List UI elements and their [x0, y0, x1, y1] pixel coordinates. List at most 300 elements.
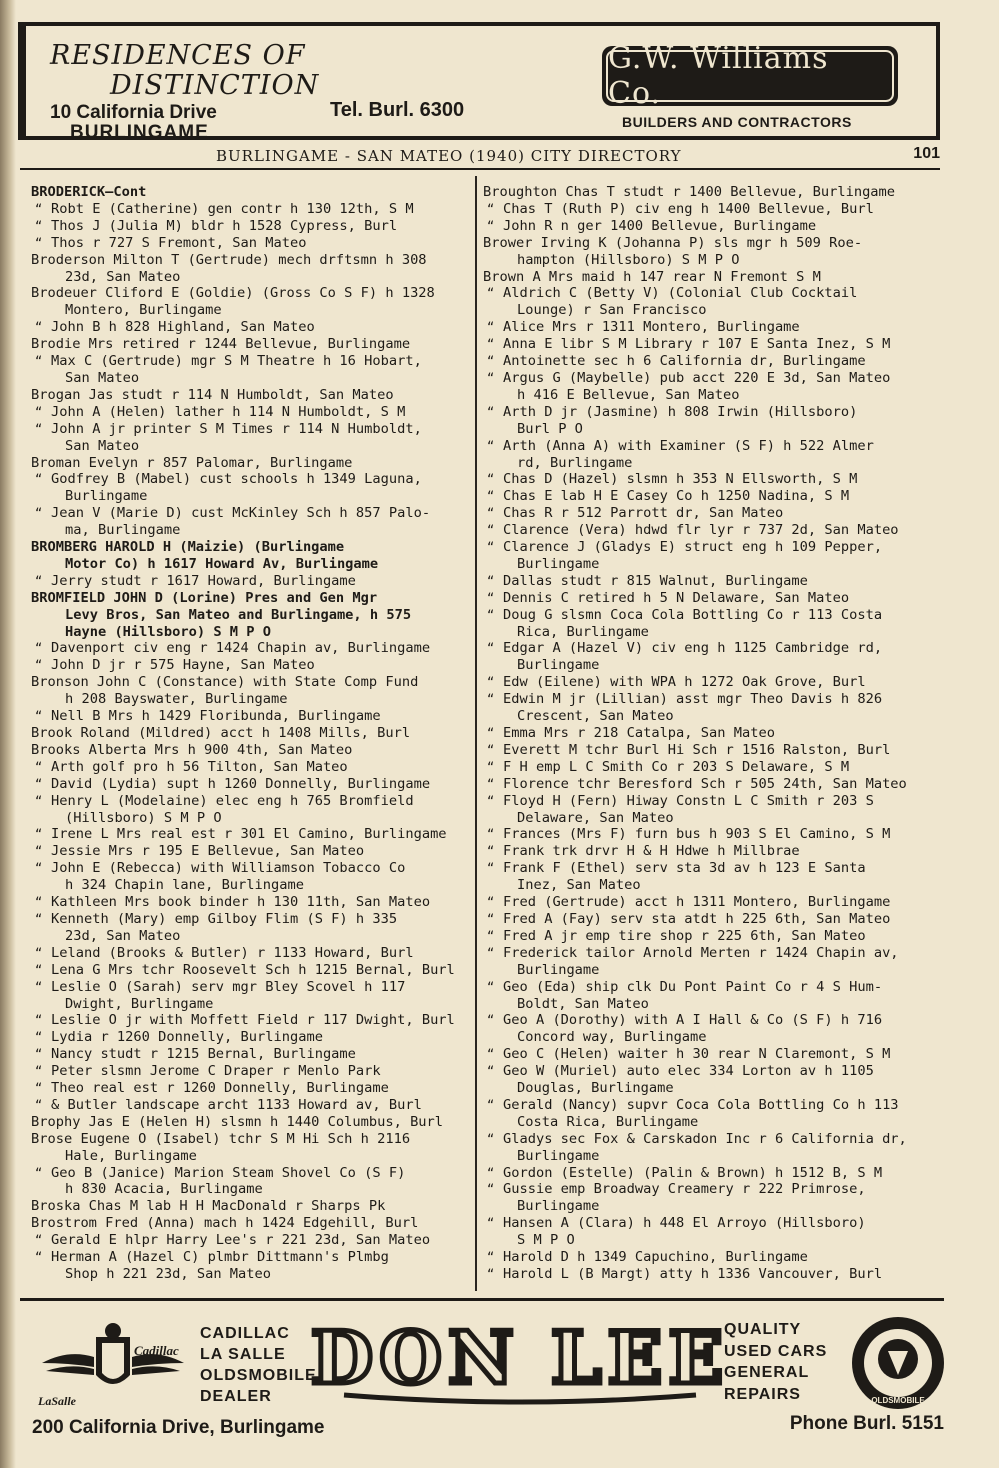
directory-entry: [31, 725, 471, 742]
directory-entry: [483, 928, 941, 945]
directory-entry: [31, 759, 471, 776]
ditto-mark: “: [35, 472, 43, 487]
entry-line: Brower Irving K (Johanna P) sls mgr h 509 Roe-: [483, 234, 863, 251]
directory-entry: [31, 336, 471, 353]
entry-line: Broderson Milton T (Gertrude) mech drftsmn h 308: [31, 251, 427, 268]
directory-entry: [483, 607, 941, 641]
directory-entry: [483, 776, 941, 793]
ditto-mark: “: [35, 793, 43, 808]
entry-line: Arth golf pro h 56 Tilton, San Mateo: [51, 758, 348, 775]
entry-line: Theo real est r 1260 Donnelly, Burlingame: [51, 1080, 389, 1097]
ditto-mark: “: [487, 928, 495, 943]
directory-entry: [31, 1097, 471, 1114]
directory-entry: [31, 319, 471, 336]
entry-line: Broska Chas M lab H H MacDonald r Sharps Pk: [31, 1198, 386, 1215]
entry-line: Jean V (Marie D) cust McKinley Sch h 857 Palo-: [51, 505, 431, 522]
ditto-mark: “: [487, 286, 495, 301]
entry-line: Bronson John C (Constance) with State Comp Fund: [31, 674, 419, 691]
entry-line: Floyd H (Fern) Hiway Constn L C Smith r 203 S: [503, 792, 874, 809]
entry-line: Lena G Mrs tchr Roosevelt Sch h 1215 Bernal, Burl: [51, 961, 455, 978]
directory-entry: [483, 522, 941, 539]
entry-line: Gerald (Nancy) supvr Coca Cola Bottling Co h 113: [503, 1096, 899, 1113]
directory-entry: [31, 421, 471, 455]
directory-entry: [31, 962, 471, 979]
directory-entry: [31, 1215, 471, 1232]
ditto-mark: “: [35, 354, 43, 369]
entry-line: Emma Mrs r 218 Catalpa, San Mateo: [503, 725, 775, 741]
ditto-mark: “: [35, 235, 43, 250]
ditto-mark: “: [35, 201, 43, 216]
directory-entry: [483, 945, 941, 979]
entry-line: Godfrey B (Mabel) cust schools h 1349 Laguna,: [51, 471, 422, 488]
ditto-mark: “: [487, 523, 495, 538]
ditto-mark: “: [487, 776, 495, 791]
ditto-mark: “: [35, 759, 43, 774]
oldsmobile-badge-icon: [850, 1315, 946, 1411]
directory-entry: [483, 894, 941, 911]
entry-line: Brostrom Fred (Anna) mach h 1424 Edgehill, Burl: [31, 1215, 419, 1232]
ditto-mark: “: [487, 370, 495, 385]
entry-line: Brooks Alberta Mrs h 900 4th, San Mateo: [31, 741, 353, 758]
entry-continuation-line: San Mateo: [65, 369, 140, 386]
directory-entry: [483, 1097, 941, 1131]
directory-entry: [483, 235, 941, 269]
ditto-mark: “: [487, 979, 495, 994]
directory-entry: [483, 505, 941, 522]
service-line: REPAIRS: [724, 1385, 801, 1403]
entry-continuation-line: Crescent, San Mateo: [517, 708, 674, 725]
directory-entry: [483, 269, 941, 286]
entry-line: Frances (Mrs F) furn bus h 903 S El Camino, S M: [503, 826, 891, 843]
emblem-lasalle-text: LaSalle: [38, 1394, 76, 1408]
entry-continuation-line: h 830 Acacia, Burlingame: [65, 1181, 263, 1198]
directory-entry: [483, 674, 941, 691]
entry-continuation-line: (Hillsboro) S M P O: [65, 809, 222, 826]
directory-entry: [483, 1165, 941, 1182]
ditto-mark: “: [35, 827, 43, 842]
entry-line: Geo B (Janice) Marion Steam Shovel Co (S F): [51, 1164, 406, 1181]
directory-entry: [483, 1249, 941, 1266]
directory-entry: [483, 1046, 941, 1063]
directory-entry: [483, 590, 941, 607]
entry-continuation-line: Burl P O: [517, 420, 583, 437]
entry-continuation-line: Burlingame: [517, 1147, 600, 1164]
entry-line: BRODERICK—Cont: [31, 184, 147, 200]
entry-line: Chas D (Hazel) slsmn h 353 N Ellsworth, S M: [503, 471, 858, 488]
directory-entry: [483, 539, 941, 573]
entry-line: Brook Roland (Mildred) acct h 1408 Mills, Burl: [31, 725, 411, 741]
directory-entry: [31, 455, 471, 472]
entry-line: Gladys sec Fox & Carskadon Inc r 6 California dr,: [503, 1130, 907, 1147]
entry-line: BROMFIELD JOHN D (Lorine) Pres and Gen Mgr: [31, 589, 378, 606]
entry-line: Chas E lab H E Casey Co h 1250 Nadina, S M: [503, 488, 850, 505]
directory-entry: [31, 1198, 471, 1215]
ditto-mark: “: [35, 776, 43, 791]
directory-entry: [31, 1046, 471, 1063]
directory-entry: [31, 945, 471, 962]
entry-line: Chas R r 512 Parrott dr, San Mateo: [503, 505, 784, 522]
ditto-mark: “: [487, 675, 495, 690]
ditto-mark: “: [487, 1064, 495, 1079]
directory-entry: [483, 1063, 941, 1097]
ditto-mark: “: [487, 337, 495, 352]
entry-line: John R n ger 1400 Bellevue, Burlingame: [503, 217, 817, 234]
dealer-list: [200, 1323, 317, 1407]
entry-line: Robt E (Catherine) gen contr h 130 12th, S M: [51, 200, 414, 217]
directory-entry: [31, 184, 471, 201]
page-number: 101: [913, 145, 940, 162]
ditto-mark: “: [487, 506, 495, 521]
directory-entry: [483, 742, 941, 759]
ditto-mark: “: [487, 1047, 495, 1062]
ditto-mark: “: [35, 404, 43, 419]
ditto-mark: “: [35, 1013, 43, 1028]
ditto-mark: “: [487, 726, 495, 740]
ditto-mark: “: [487, 793, 495, 808]
directory-entry: [31, 252, 471, 286]
entry-line: Alice Mrs r 1311 Montero, Burlingame: [503, 319, 800, 336]
ditto-mark: “: [487, 607, 495, 622]
entry-line: Kenneth (Mary) emp Gilboy Flim (S F) h 335: [51, 910, 398, 927]
ditto-mark: “: [487, 1097, 495, 1112]
directory-entry: [31, 505, 471, 539]
header-advertisement: [18, 22, 940, 143]
directory-entry: [483, 184, 941, 201]
entry-line: Thos J (Julia M) bldr h 1528 Cypress, Burl: [51, 217, 398, 234]
ad-headline-line1: RESIDENCES OF: [50, 40, 306, 71]
entry-line: Frederick tailor Arnold Merten r 1424 Chapin av,: [503, 944, 899, 961]
directory-entry: [31, 201, 471, 218]
ditto-mark: “: [487, 861, 495, 876]
ditto-mark: “: [35, 1165, 43, 1180]
directory-entry: [483, 438, 941, 472]
entry-line: Leslie O jr with Moffett Field r 117 Dwight, Burl: [51, 1012, 455, 1029]
directory-entry: [31, 860, 471, 894]
entry-line: Frank F (Ethel) serv sta 3d av h 123 E Santa: [503, 860, 866, 877]
directory-entry: [31, 979, 471, 1013]
entry-line: Dennis C retired h 5 N Delaware, San Mateo: [503, 589, 850, 606]
ditto-mark: “: [487, 489, 495, 504]
ditto-mark: “: [35, 895, 43, 910]
entry-line: Davenport civ eng r 1424 Chapin av, Burlingame: [51, 640, 431, 657]
dealer-phone: Phone Burl. 5151: [789, 1413, 944, 1434]
entry-line: Geo (Eda) ship clk Du Pont Paint Co r 4 S Hum-: [503, 978, 883, 995]
ditto-mark: “: [487, 1182, 495, 1197]
ditto-mark: “: [35, 861, 43, 876]
left-column: [31, 184, 471, 1283]
directory-entry: [31, 640, 471, 657]
directory-entry: [483, 201, 941, 218]
ditto-mark: “: [487, 320, 495, 335]
entry-line: Brown A Mrs maid h 147 rear N Fremont S M: [483, 268, 821, 285]
entry-line: Harold D h 1349 Capuchino, Burlingame: [503, 1249, 808, 1266]
entry-line: Henry L (Modelaine) elec eng h 765 Bromfield: [51, 792, 414, 809]
directory-entry: [483, 1012, 941, 1046]
directory-entry: [483, 336, 941, 353]
ditto-mark: “: [487, 590, 495, 605]
ditto-mark: “: [487, 218, 495, 233]
directory-entry: [31, 1114, 471, 1131]
entry-continuation-line: Lounge) r San Francisco: [517, 302, 707, 319]
directory-entry: [483, 471, 941, 488]
directory-entry: [483, 793, 941, 827]
dealer-line: LA SALLE: [200, 1346, 286, 1363]
ditto-mark: “: [487, 1013, 495, 1028]
directory-entry: [31, 235, 471, 252]
ditto-mark: “: [487, 1267, 495, 1281]
directory-entry: [483, 404, 941, 438]
ditto-mark: “: [487, 827, 495, 842]
entry-line: John E (Rebecca) with Williamson Tobacco Co: [51, 860, 406, 877]
ditto-mark: “: [487, 1250, 495, 1265]
entry-line: Fred (Gertrude) acct h 1311 Montero, Burlingame: [503, 894, 891, 911]
ditto-mark: “: [487, 742, 495, 757]
entry-line: Max C (Gertrude) mgr S M Theatre h 16 Hobart,: [51, 353, 422, 370]
entry-continuation-line: h 416 E Bellevue, San Mateo: [517, 386, 740, 403]
directory-entry: [483, 353, 941, 370]
entry-line: Irene L Mrs real est r 301 El Camino, Burlingame: [51, 826, 447, 843]
entry-line: Peter slsmn Jerome C Draper r Menlo Park: [51, 1063, 381, 1080]
footer-advertisement: [20, 1298, 944, 1449]
entry-continuation-line: Shop h 221 23d, San Mateo: [65, 1266, 272, 1282]
entry-line: Anna E libr S M Library r 107 E Santa Inez, S M: [503, 336, 891, 353]
entry-line: Antoinette sec h 6 California dr, Burlingame: [503, 353, 866, 370]
cadillac-lasalle-emblem-icon: [38, 1319, 188, 1411]
entry-line: Brodeuer Cliford E (Goldie) (Gross Co S F) h 1328: [31, 285, 435, 302]
entry-line: Jessie Mrs r 195 E Bellevue, San Mateo: [51, 843, 365, 860]
dealer-line: CADILLAC: [200, 1325, 290, 1342]
entry-line: Broughton Chas T studt r 1400 Bellevue, Burlingame: [483, 184, 896, 200]
entry-line: Fred A jr emp tire shop r 225 6th, San Mateo: [503, 927, 866, 944]
directory-entry: [31, 911, 471, 945]
entry-line: Dallas studt r 815 Walnut, Burlingame: [503, 572, 808, 589]
ditto-mark: “: [35, 641, 43, 656]
entry-continuation-line: Montero, Burlingame: [65, 302, 222, 319]
directory-entry: [31, 894, 471, 911]
ditto-mark: “: [487, 540, 495, 555]
ad-border-bar: [18, 22, 26, 140]
service-line: QUALITY: [724, 1321, 802, 1338]
directory-entry: [31, 353, 471, 387]
ditto-mark: “: [35, 1030, 43, 1045]
entry-line: Gordon (Estelle) (Palin & Brown) h 1512 B, S M: [503, 1164, 883, 1181]
entry-line: Arth D jr (Jasmine) h 808 Irwin (Hillsboro): [503, 403, 858, 420]
directory-entry: [31, 1165, 471, 1199]
ditto-mark: “: [487, 1216, 495, 1231]
entry-continuation-line: Rica, Burlingame: [517, 623, 649, 640]
entry-continuation-line: Dwight, Burlingame: [65, 995, 214, 1012]
directory-entry: [31, 1080, 471, 1097]
service-line: USED CARS: [724, 1342, 828, 1360]
service-line: GENERAL: [724, 1364, 810, 1381]
ditto-mark: “: [35, 1081, 43, 1096]
entry-line: Jerry studt r 1617 Howard, Burlingame: [51, 572, 356, 589]
directory-entry: [483, 759, 941, 776]
entry-line: Brose Eugene O (Isabel) tchr S M Hi Sch h 2116: [31, 1130, 411, 1147]
gw-williams-logo: [602, 41, 898, 111]
ad-telephone: Tel. Burl. 6300: [330, 99, 465, 121]
entry-line: Aldrich C (Betty V) (Colonial Club Cocktail: [503, 285, 858, 302]
ditto-mark: “: [487, 692, 495, 707]
directory-entry: [483, 370, 941, 404]
directory-entry: [483, 979, 941, 1013]
entry-continuation-line: Hayne (Hillsboro) S M P O: [65, 623, 272, 640]
don-lee-logo-text: DON LEE: [310, 1315, 730, 1400]
ditto-mark: “: [35, 506, 43, 521]
directory-entry: [31, 708, 471, 725]
directory-entry: [483, 691, 941, 725]
entry-line: David (Lydia) supt h 1260 Donnelly, Burlingame: [51, 775, 431, 792]
ditto-mark: “: [487, 1131, 495, 1146]
entry-continuation-line: Costa Rica, Burlingame: [517, 1113, 699, 1130]
entry-line: Arth (Anna A) with Examiner (S F) h 522 Almer: [503, 437, 874, 454]
directory-entry: [483, 1131, 941, 1165]
entry-continuation-line: San Mateo: [65, 437, 140, 454]
directory-entry: [483, 725, 941, 742]
entry-line: Hansen A (Clara) h 448 El Arroyo (Hillsboro): [503, 1215, 866, 1232]
entry-continuation-line: Inez, San Mateo: [517, 877, 641, 894]
entry-continuation-line: Boldt, San Mateo: [517, 995, 649, 1012]
ditto-mark: “: [35, 911, 43, 926]
directory-entry: [31, 387, 471, 404]
ditto-mark: “: [487, 641, 495, 656]
directory-entry: [31, 1232, 471, 1249]
page-binding-shadow: [0, 0, 16, 1468]
directory-entry: [31, 285, 471, 319]
entry-line: F H emp L C Smith Co r 203 S Delaware, S M: [503, 758, 850, 775]
ditto-mark: “: [35, 979, 43, 994]
entry-continuation-line: Burlingame: [65, 488, 148, 505]
entry-continuation-line: Hale, Burlingame: [65, 1147, 197, 1164]
directory-entry: [483, 843, 941, 860]
entry-line: Frank trk drvr H & H Hdwe h Millbrae: [503, 843, 800, 860]
ditto-mark: “: [487, 201, 495, 216]
entry-continuation-line: h 208 Bayswater, Burlingame: [65, 691, 288, 708]
directory-entry: [483, 285, 941, 319]
directory-entry: [31, 1029, 471, 1046]
entry-line: Brophy Jas E (Helen H) slsmn h 1440 Columbus, Burl: [31, 1113, 444, 1130]
entry-continuation-line: 23d, San Mateo: [65, 268, 181, 285]
ditto-mark: “: [35, 218, 43, 233]
ditto-mark: “: [35, 1064, 43, 1079]
services-list: [724, 1319, 827, 1405]
ditto-mark: “: [35, 658, 43, 673]
column-divider: [475, 176, 477, 1291]
entry-continuation-line: hampton (Hillsboro) S M P O: [517, 251, 740, 268]
ditto-mark: “: [35, 1097, 43, 1112]
ad-address-city: BURLINGAME: [70, 122, 209, 143]
directory-entry: [483, 1266, 941, 1283]
ditto-mark: “: [35, 573, 43, 588]
entry-line: Leslie O (Sarah) serv mgr Bley Scovel h 117: [51, 978, 406, 995]
entry-line: Doug G slsmn Coca Cola Bottling Co r 113 Costa: [503, 606, 883, 623]
directory-entry: [483, 573, 941, 590]
entry-continuation-line: Burlingame: [517, 555, 600, 572]
ditto-mark: “: [487, 472, 495, 487]
ditto-mark: “: [35, 844, 43, 859]
ditto-mark: “: [487, 354, 495, 369]
entry-line: Edwin M jr (Lillian) asst mgr Theo Davis h 826: [503, 691, 883, 708]
directory-entry: [31, 742, 471, 759]
entry-continuation-line: Delaware, San Mateo: [517, 809, 674, 826]
ditto-mark: “: [487, 438, 495, 453]
directory-entry: [483, 911, 941, 928]
directory-entry: [483, 1181, 941, 1215]
emblem-cadillac-text: Cadillac: [134, 1343, 179, 1358]
entry-line: John A (Helen) lather h 114 N Humboldt, S M: [51, 403, 406, 420]
entry-line: Chas T (Ruth P) civ eng h 1400 Bellevue, Burl: [503, 200, 874, 217]
entry-line: John A jr printer S M Times r 114 N Humboldt,: [51, 420, 422, 437]
entry-line: Florence tchr Beresford Sch r 505 24th, San Mateo: [503, 775, 907, 792]
entry-line: Brodie Mrs retired r 1244 Bellevue, Burlingame: [31, 336, 411, 353]
entry-line: Edw (Eilene) with WPA h 1272 Oak Grove, Burl: [503, 674, 866, 691]
entry-line: Herman A (Hazel C) plmbr Dittmann's Plmbg: [51, 1249, 389, 1266]
directory-entry: [31, 674, 471, 708]
ditto-mark: “: [487, 895, 495, 910]
directory-entry: [31, 218, 471, 235]
entry-line: Clarence (Vera) hdwd flr lyr r 737 2d, San Mateo: [503, 522, 899, 539]
entry-line: Broman Evelyn r 857 Palomar, Burlingame: [31, 454, 353, 471]
entry-line: Thos r 727 S Fremont, San Mateo: [51, 234, 307, 251]
olds-badge-text: OLDSMOBILE: [871, 1396, 925, 1405]
entry-line: Gussie emp Broadway Creamery r 222 Primrose,: [503, 1181, 866, 1198]
entry-line: Geo A (Dorothy) with A I Hall & Co (S F) h 716: [503, 1012, 883, 1029]
don-lee-logo: [310, 1309, 730, 1409]
ad-tagline: BUILDERS AND CONTRACTORS: [622, 114, 852, 130]
ditto-mark: “: [35, 709, 43, 724]
entry-continuation-line: Concord way, Burlingame: [517, 1029, 707, 1046]
entry-line: Brogan Jas studt r 114 N Humboldt, San Mateo: [31, 386, 394, 403]
directory-entry: [31, 1012, 471, 1029]
directory-entry: [31, 776, 471, 793]
dealer-line: DEALER: [200, 1388, 272, 1405]
dealer-line: OLDSMOBILE: [200, 1367, 317, 1384]
directory-entry: [31, 539, 471, 573]
entry-line: Geo W (Muriel) auto elec 334 Lorton av h 1105: [503, 1063, 874, 1080]
entry-line: Lydia r 1260 Donnelly, Burlingame: [51, 1029, 323, 1046]
ditto-mark: “: [35, 1047, 43, 1062]
ditto-mark: “: [487, 945, 495, 960]
ditto-mark: “: [35, 421, 43, 436]
ditto-mark: “: [35, 962, 43, 977]
directory-entry: [483, 1215, 941, 1249]
ditto-mark: “: [487, 573, 495, 588]
entry-line: Nell B Mrs h 1429 Floribunda, Burlingame: [51, 708, 381, 725]
directory-title: BURLINGAME - SAN MATEO (1940) CITY DIRECTORY: [216, 147, 682, 165]
entry-continuation-line: Burlingame: [517, 961, 600, 978]
entry-line: John B h 828 Highland, San Mateo: [51, 319, 315, 336]
entry-line: Argus G (Maybelle) pub acct 220 E 3d, San Mateo: [503, 369, 891, 386]
dealer-address: 200 California Drive, Burlingame: [32, 1417, 325, 1438]
entry-line: Nancy studt r 1215 Bernal, Burlingame: [51, 1046, 356, 1063]
ditto-mark: “: [35, 1233, 43, 1248]
entry-continuation-line: ma, Burlingame: [65, 522, 181, 539]
entry-line: Edgar A (Hazel V) civ eng h 1125 Cambridge rd,: [503, 640, 883, 657]
directory-entry: [483, 640, 941, 674]
entry-line: John D jr r 575 Hayne, San Mateo: [51, 657, 315, 674]
entry-continuation-line: Motor Co) h 1617 Howard Av, Burlingame: [65, 555, 379, 572]
directory-entry: [31, 590, 471, 641]
entry-continuation-line: Burlingame: [517, 1198, 600, 1215]
right-column: [483, 184, 941, 1283]
entry-line: Everett M tchr Burl Hi Sch r 1516 Ralston, Burl: [503, 741, 891, 758]
entry-continuation-line: Levy Bros, San Mateo and Burlingame, h 575: [65, 606, 412, 623]
ditto-mark: “: [487, 911, 495, 926]
directory-entry: [31, 404, 471, 421]
gw-williams-logo-text: G.W. Williams Co.: [606, 50, 894, 102]
entry-continuation-line: S M P O: [517, 1232, 575, 1249]
entry-line: BROMBERG HAROLD H (Maizie) (Burlingame: [31, 539, 345, 556]
